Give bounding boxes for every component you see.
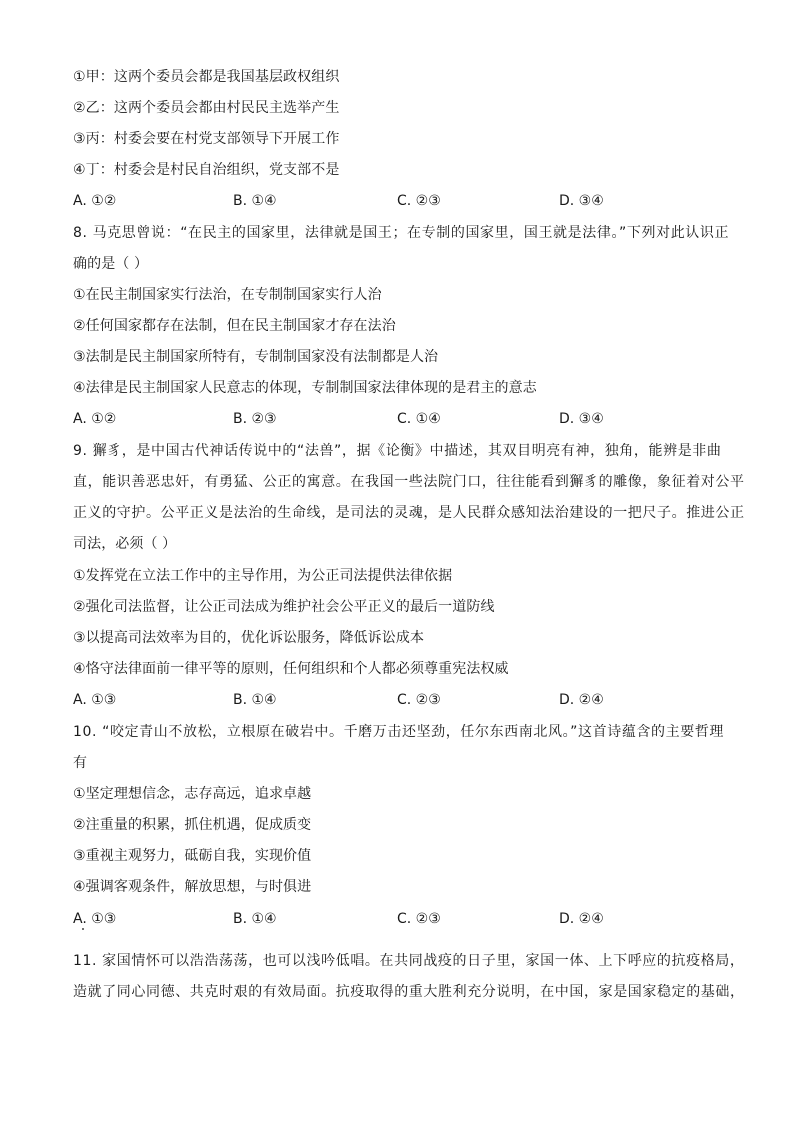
q9-options [73,690,733,710]
q9-option-b[interactable]: B. ①④ [233,692,277,708]
q8-options [73,409,733,429]
q8-stem-line-1: 8. 马克思曾说：“在民主的国家里，法律就是国王；在专制的国家里，国王就是法律。”下列对此认识正 [73,225,730,241]
q10-option-a[interactable]: A. ①③ [73,911,117,927]
q9-statement-3: ③以提高司法效率为目的，优化诉讼服务，降低诉讼成本 [73,630,425,646]
q9-statement-4: ④恪守法律面前一律平等的原则，任何组织和个人都必须尊重宪法权威 [73,661,509,677]
q11-stem-line-1: 11. 家国情怀可以浩浩荡荡，也可以浅吟低唱。在共同战疫的日子里，家国一体、上下呼应的抗疫格局， [73,953,745,969]
q10-stem-line-2: 有 [73,755,88,771]
q10-option-d[interactable]: D. ②④ [559,911,604,927]
q8-option-a[interactable]: A. ①② [73,411,117,427]
stray-dot-mark [82,928,84,930]
q9-option-a[interactable]: A. ①③ [73,692,117,708]
q9-statement-2: ②强化司法监督，让公正司法成为维护社会公平正义的最后一道防线 [73,599,495,615]
q10-options [73,909,733,929]
q8-stem-line-2: 确的是（ ） [73,256,149,272]
q9-statement-1: ①发挥党在立法工作中的主导作用，为公正司法提供法律依据 [73,568,453,584]
q8-statement-4: ④法律是民主制国家人民意志的体现，专制制国家法律体现的是君主的意志 [73,380,537,396]
q8-statement-1: ①在民主制国家实行法治，在专制制国家实行人治 [73,287,382,303]
q7-options [73,191,733,211]
q7-statement-1: ①甲：这两个委员会都是我国基层政权组织 [73,69,340,85]
q9-stem-line-1: 9. 獬豸，是中国古代神话传说中的“法兽”，据《论衡》中描述，其双目明亮有神，独角，能辨是非曲 [73,443,722,459]
q7-option-b[interactable]: B. ①④ [233,193,277,209]
q9-stem-line-3: 正义的守护。公平正义是法治的生命线，是司法的灵魂，是人民群众感知法治建设的一把尺子。推进公正 [73,505,745,521]
q8-option-d[interactable]: D. ③④ [559,411,604,427]
q7-option-d[interactable]: D. ③④ [559,193,604,209]
q7-option-a[interactable]: A. ①② [73,193,117,209]
q9-option-c[interactable]: C. ②③ [397,692,441,708]
q7-statement-4: ④丁：村委会是村民自治组织，党支部不是 [73,162,340,178]
q8-option-b[interactable]: B. ②③ [233,411,277,427]
q9-option-d[interactable]: D. ②④ [559,692,604,708]
q10-option-c[interactable]: C. ②③ [397,911,441,927]
q7-option-c[interactable]: C. ②③ [397,193,441,209]
q10-statement-3: ③重视主观努力，砥砺自我，实现价值 [73,848,312,864]
q9-stem-line-2: 直，能识善恶忠奸，有勇猛、公正的寓意。在我国一些法院门口，往往能看到獬豸的雕像，象征着对公平 [73,474,745,490]
q10-option-b[interactable]: B. ①④ [233,911,277,927]
q7-statement-2: ②乙：这两个委员会都由村民民主选举产生 [73,100,340,116]
q7-statement-3: ③丙：村委会要在村党支部领导下开展工作 [73,131,340,147]
q10-statement-2: ②注重量的积累，抓住机遇，促成质变 [73,817,312,833]
q9-stem-line-4: 司法，必须（ ） [73,536,177,552]
q8-statement-3: ③法制是民主制国家所特有，专制制国家没有法制都是人治 [73,349,439,365]
q10-stem-line-1: 10. “咬定青山不放松，立根原在破岩中。千磨万击还坚劲，任尔东西南北风。”这首诗蕴含的主要哲理 [73,724,725,740]
q11-stem-line-2: 造就了同心同德、共克时艰的有效局面。抗疫取得的重大胜利充分说明，在中国，家是国家稳定的基础， [73,984,745,1000]
q8-statement-2: ②任何国家都存在法制，但在民主制国家才存在法治 [73,318,396,334]
q10-statement-1: ①坚定理想信念，志存高远，追求卓越 [73,786,312,802]
q10-statement-4: ④强调客观条件，解放思想，与时俱进 [73,879,312,895]
q8-option-c[interactable]: C. ①④ [397,411,441,427]
